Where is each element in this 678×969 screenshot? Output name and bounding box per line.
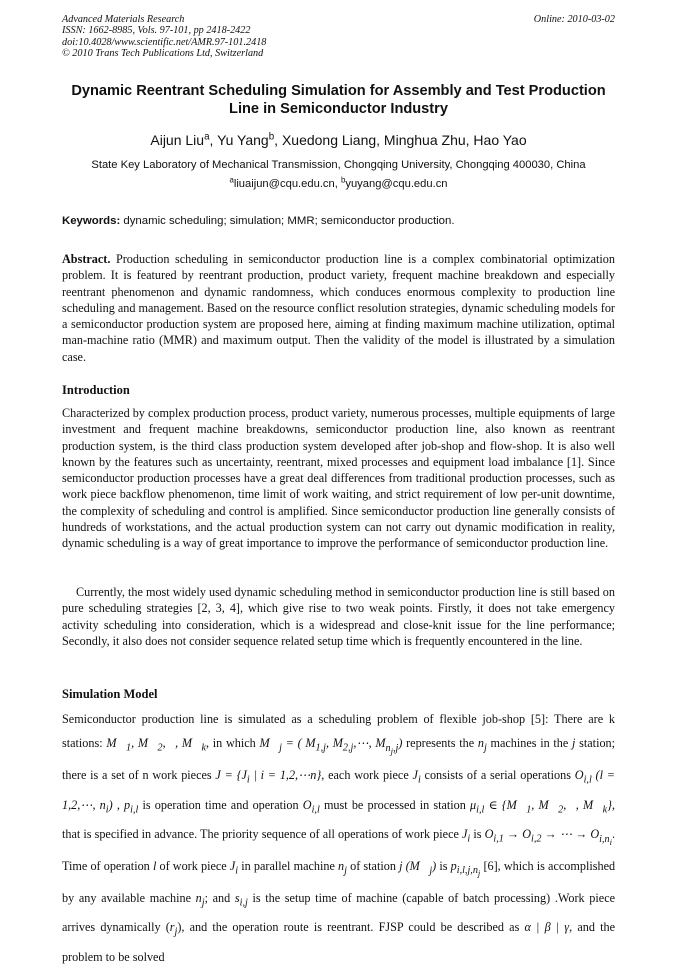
- affiliation: State Key Laboratory of Mechanical Transmission, Chongqing University, Chongqing 400030, China: [91, 159, 586, 171]
- math-formula: $n_j$: [338, 858, 347, 877]
- math-formula: $n_j$: [195, 890, 205, 908]
- text-run: Semiconductor production line is simulated as a scheduling problem of flexible job-shop [5]: There are k stations:: [62, 712, 615, 751]
- text-run: , that is specified in advance. The priority sequence of all operations of work piece: [62, 797, 616, 842]
- simulation-paragraph: [62, 707, 615, 969]
- text-run: of work piece: [159, 858, 227, 873]
- journal-copyright: © 2010 Trans Tech Publications Ltd, Switzerland: [62, 48, 264, 60]
- text-run: ; and: [204, 890, 231, 905]
- text-run: , each work piece: [321, 767, 409, 782]
- author-names-rest: , Xuedong Liang, Minghua Zhu, Hao Yao: [274, 132, 527, 148]
- journal-doi: doi:10.4028/www.scientific.net/AMR.97-101.2418: [62, 36, 267, 48]
- email-link[interactable]: liuaijun@cqu.edu.cn: [233, 178, 335, 190]
- text-run: ), and the operation route is reentrant. FJSP could be described as: [177, 920, 520, 935]
- math-formula: $n_j$: [477, 736, 487, 754]
- text-run: is the setup time of machine (capable of batch processing) .Work piece arrives dynamically (: [62, 890, 616, 935]
- author-list: Aijun Liu$^a$, Yu Yang$^b$, Xuedong Liang, Minghua Zhu, Hao Yao: [150, 131, 527, 148]
- math-formula: $\mu_{i,l}$ ∈ {$M⃗_1$, $M⃗_2,\cdots$, $M⃗_k$}: [470, 797, 612, 815]
- keywords-text: dynamic scheduling; simulation; MMR; semiconductor production.: [123, 215, 455, 227]
- author-name: Yu Yang: [217, 132, 269, 148]
- text-run: , in which: [206, 736, 256, 751]
- math-formula: $J = \{J_i$ | i = 1,2,⋯n}: [215, 767, 322, 786]
- intro-paragraph: Currently, the most widely used dynamic scheduling method in semiconductor production line is still based on pure scheduling strategies [2, 3, 4], which give rise to two weak points. Firstly, it does not take emergency activity scheduling into consideration, which is a widespread and close-knit issue for the line performance; Secondly, it also does not consider sequence related setup time which is frequently encountered in the line.: [62, 585, 615, 648]
- math-formula: j: [572, 736, 576, 751]
- section-heading: Introduction: [62, 383, 130, 397]
- journal-header: [62, 14, 615, 60]
- intro-paragraph: Characterized by complex production process, product variety, numerous processes, multiple equipments of large investment and frequent machine breakdowns, semiconductor production line, also known as reentrant production system, is the third class production system developed after job-shop and flow-shop. It is also well known by the features such as uncertainty, reentrant, mixed processes and equipment load imbalance [1]. Since semiconductor production processes have a great deal differences from traditional production processes, such as work piece backflow phenomenon, time limit of work waiting, and strict requirement of low per-unit downtime, the complexity of scheduling and control is amplified. Since semiconductor production line generally consists of hundreds of workstations, and the actual production system can not carry out dynamic modification in reality, dynamic scheduling is a way of great importance to improve the performance of semiconductor production line.: [62, 406, 616, 551]
- email-marker: a: [229, 175, 234, 185]
- author-marker: b: [268, 131, 275, 143]
- text-run: represents the: [406, 736, 475, 751]
- keywords-label: Keywords:: [62, 215, 121, 227]
- abstract-label: Abstract.: [62, 252, 111, 266]
- email-link[interactable]: yuyang@cqu.edu.cn: [345, 178, 448, 190]
- section-heading: Simulation Model: [62, 687, 158, 701]
- paper-title: Dynamic Reentrant Scheduling Simulation for Assembly and Test Production Line in Semiconductor Industry: [71, 83, 606, 117]
- text-run: must be processed in station: [323, 797, 466, 812]
- text-run: is operation time and operation: [142, 797, 299, 812]
- keywords: [62, 214, 615, 228]
- journal-issn: ISSN: 1662-8985, Vols. 97-101, pp 2418-2422: [62, 25, 251, 37]
- text-run: machines in the: [490, 736, 569, 751]
- math-formula: $J_i$: [412, 767, 421, 786]
- text-run: . Time of operation: [62, 827, 616, 873]
- abstract: [62, 251, 615, 365]
- email-marker: b: [340, 175, 346, 185]
- text-run: of station: [350, 858, 396, 873]
- author-name: Aijun Liu: [150, 132, 205, 148]
- author-emails: $^a$liuaijun@cqu.edu.cn, $^b$yuyang@cqu.edu.cn: [229, 175, 448, 190]
- online-date: Online: 2010-03-02: [533, 14, 615, 25]
- text-run: in parallel machine: [241, 858, 335, 873]
- math-formula: $p_{i,l,j,n_j}$: [450, 858, 481, 879]
- math-formula: $O_{i,l}$: [302, 797, 320, 815]
- math-formula: j $(M⃗_j)$: [399, 858, 437, 877]
- math-formula: $J_i$: [229, 858, 239, 877]
- text-run: station; there is a set of n work pieces: [62, 736, 616, 782]
- math-formula: $r_j$: [169, 920, 178, 938]
- author-marker: a: [204, 131, 210, 143]
- math-formula: $M⃗_1$, $M⃗_2,\cdots$, $M⃗_k$: [106, 736, 206, 754]
- math-formula: $O_{i,l}$ (l = 1,2,⋯, $n_i$) , $p_{i,l}$: [62, 767, 616, 815]
- text-run: , and the problem to be solved: [62, 920, 615, 964]
- text-run: is: [439, 858, 448, 873]
- math-formula: $O_{i,1} \to O_{i,2}$ → ⋯ → $O_{i,n_i}$: [484, 827, 612, 847]
- math-formula: $J_i$: [462, 827, 471, 845]
- math-formula: $M⃗_j$ = ( $M_{1,j}$, $M_{2,j},\cdots$, $M_{n_j,j}$): [259, 736, 403, 756]
- math-formula: $s_{i,j}$: [234, 890, 248, 908]
- math-formula: α | β | γ: [524, 920, 570, 935]
- journal-name: Advanced Materials Research: [62, 14, 185, 25]
- abstract-text: Production scheduling in semiconductor production line is a complex combinatorial optimization problem. It is featured by reentrant production, product variety, frequent machine breakdown and especially reentrant phenomenon and dynamic randomness, which conduces enormous complexity to production line scheduling and management. Based on the resource conflict resolution strategies, dynamic scheduling models for a semiconductor production system are proposed here, aiming at finding maximum machine utilization, optimal man-machine ratio (MMR) and maximum output. Then the validity of the model is illustrated by a simulation case.: [62, 252, 615, 364]
- text-run: is: [473, 827, 482, 842]
- math-formula: l: [152, 858, 157, 873]
- text-run: [6], which is accomplished by any available machine: [62, 858, 616, 905]
- text-run: consists of a serial operations: [424, 767, 571, 782]
